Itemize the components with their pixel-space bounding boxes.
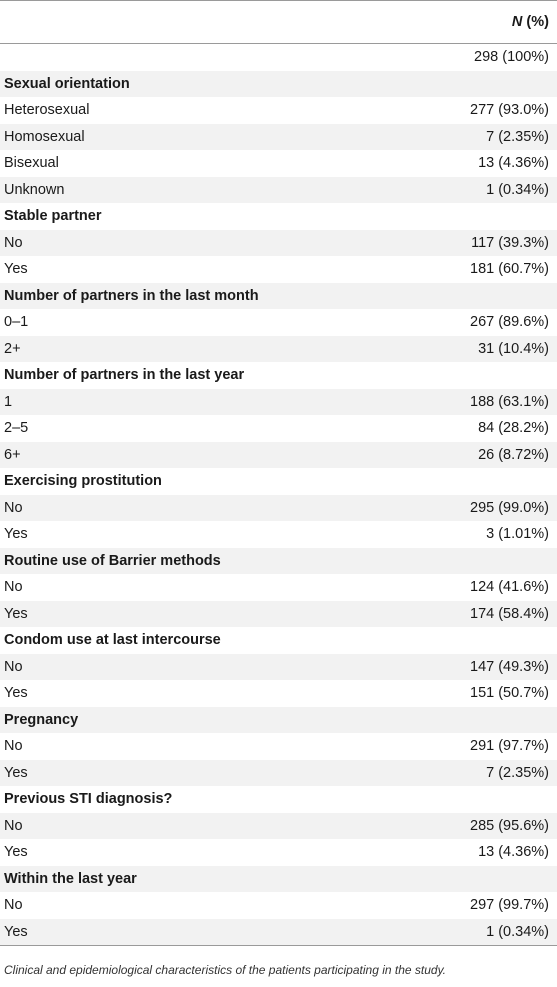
row-label: 6+ bbox=[4, 446, 21, 463]
row-label: 2–5 bbox=[4, 420, 29, 436]
section-label: Exercising prostitution bbox=[4, 473, 162, 489]
table-row bbox=[0, 680, 557, 707]
row-label: Yes bbox=[4, 605, 28, 622]
row-value: 26 (8.72%) bbox=[478, 446, 549, 463]
row-value: 151 (50.7%) bbox=[470, 685, 549, 701]
section-header-row bbox=[0, 786, 557, 813]
row-label: No bbox=[4, 817, 23, 834]
row-value: 297 (99.7%) bbox=[470, 897, 549, 913]
row-value: 147 (49.3%) bbox=[470, 658, 549, 675]
row-value: 295 (99.0%) bbox=[470, 499, 549, 516]
row-value: 31 (10.4%) bbox=[478, 340, 549, 357]
section-label: Condom use at last intercourse bbox=[4, 632, 221, 648]
table-row bbox=[0, 415, 557, 442]
table-row bbox=[0, 97, 557, 124]
table-row bbox=[0, 919, 557, 946]
row-value: 291 (97.7%) bbox=[470, 738, 549, 754]
table-row bbox=[0, 654, 557, 681]
row-label: Bisexual bbox=[4, 155, 59, 171]
table-row bbox=[0, 256, 557, 283]
table-row bbox=[0, 150, 557, 177]
row-value: 277 (93.0%) bbox=[470, 102, 549, 118]
table-body bbox=[0, 44, 557, 945]
section-header-row bbox=[0, 468, 557, 495]
row-label: No bbox=[4, 579, 23, 595]
section-header-row bbox=[0, 707, 557, 734]
row-value: 117 (39.3%) bbox=[471, 234, 549, 251]
row-value: 13 (4.36%) bbox=[478, 844, 549, 860]
row-label: Yes bbox=[4, 844, 28, 860]
row-label: 2+ bbox=[4, 340, 21, 357]
section-header-row bbox=[0, 627, 557, 654]
row-value: 298 (100%) bbox=[474, 49, 549, 65]
section-label: Number of partners in the last year bbox=[4, 367, 245, 383]
table-row bbox=[0, 892, 557, 919]
row-label: Yes bbox=[4, 923, 28, 940]
table-row bbox=[0, 574, 557, 601]
section-header-row bbox=[0, 362, 557, 389]
table-header bbox=[0, 0, 557, 44]
row-value: 84 (28.2%) bbox=[478, 420, 549, 436]
table-row bbox=[0, 124, 557, 151]
column-header-pct: (%) bbox=[522, 14, 549, 30]
table-row bbox=[0, 336, 557, 363]
section-header-row bbox=[0, 548, 557, 575]
table-row bbox=[0, 44, 557, 71]
row-label: No bbox=[4, 738, 23, 754]
row-label: Homosexual bbox=[4, 128, 85, 145]
row-label: Yes bbox=[4, 261, 28, 277]
row-label: No bbox=[4, 499, 23, 516]
row-label: Yes bbox=[4, 685, 28, 701]
table-row bbox=[0, 839, 557, 866]
table-row bbox=[0, 521, 557, 548]
section-label: Pregnancy bbox=[4, 711, 79, 728]
column-header-n: N bbox=[511, 14, 523, 30]
section-label: Previous STI diagnosis? bbox=[4, 791, 173, 807]
section-label: Routine use of Barrier methods bbox=[4, 552, 221, 569]
row-label: 1 bbox=[4, 393, 13, 410]
row-label: Yes bbox=[4, 526, 28, 542]
row-label: Yes bbox=[4, 764, 28, 781]
row-value: 181 (60.7%) bbox=[470, 261, 549, 277]
table-row bbox=[0, 309, 557, 336]
section-label: Stable partner bbox=[4, 208, 102, 224]
row-label: No bbox=[4, 658, 23, 675]
row-value: 124 (41.6%) bbox=[470, 579, 549, 595]
row-value: 267 (89.6%) bbox=[470, 314, 549, 330]
section-header-row bbox=[0, 866, 557, 893]
row-value: 3 (1.01%) bbox=[486, 526, 549, 542]
section-header-row bbox=[0, 203, 557, 230]
table-row bbox=[0, 389, 557, 416]
section-label: Sexual orientation bbox=[4, 75, 130, 92]
column-header-n-percent bbox=[512, 14, 549, 30]
row-label: Unknown bbox=[4, 181, 65, 198]
table-row bbox=[0, 601, 557, 628]
table-row bbox=[0, 442, 557, 469]
section-label: Number of partners in the last month bbox=[4, 287, 259, 304]
row-label: 0–1 bbox=[4, 314, 29, 330]
row-value: 13 (4.36%) bbox=[478, 155, 549, 171]
table-row bbox=[0, 177, 557, 204]
table-row bbox=[0, 733, 557, 760]
row-label: No bbox=[4, 897, 23, 913]
row-value: 1 (0.34%) bbox=[486, 923, 549, 940]
row-value: 188 (63.1%) bbox=[470, 393, 549, 410]
row-value: 174 (58.4%) bbox=[470, 605, 549, 622]
section-header-row bbox=[0, 283, 557, 310]
row-label: Heterosexual bbox=[4, 102, 90, 118]
section-header-row bbox=[0, 71, 557, 98]
row-value: 285 (95.6%) bbox=[470, 817, 549, 834]
table-row bbox=[0, 813, 557, 840]
row-label: No bbox=[4, 234, 23, 251]
row-value: 1 (0.34%) bbox=[486, 181, 549, 198]
table-row bbox=[0, 495, 557, 522]
table-row bbox=[0, 230, 557, 257]
table-caption: Clinical and epidemiological characteristics of the patients participating in the study. bbox=[4, 963, 447, 977]
row-value: 7 (2.35%) bbox=[486, 764, 549, 781]
row-value: 7 (2.35%) bbox=[486, 128, 549, 145]
table-bottom-rule bbox=[0, 945, 557, 946]
table-row bbox=[0, 760, 557, 787]
section-label: Within the last year bbox=[4, 870, 137, 887]
